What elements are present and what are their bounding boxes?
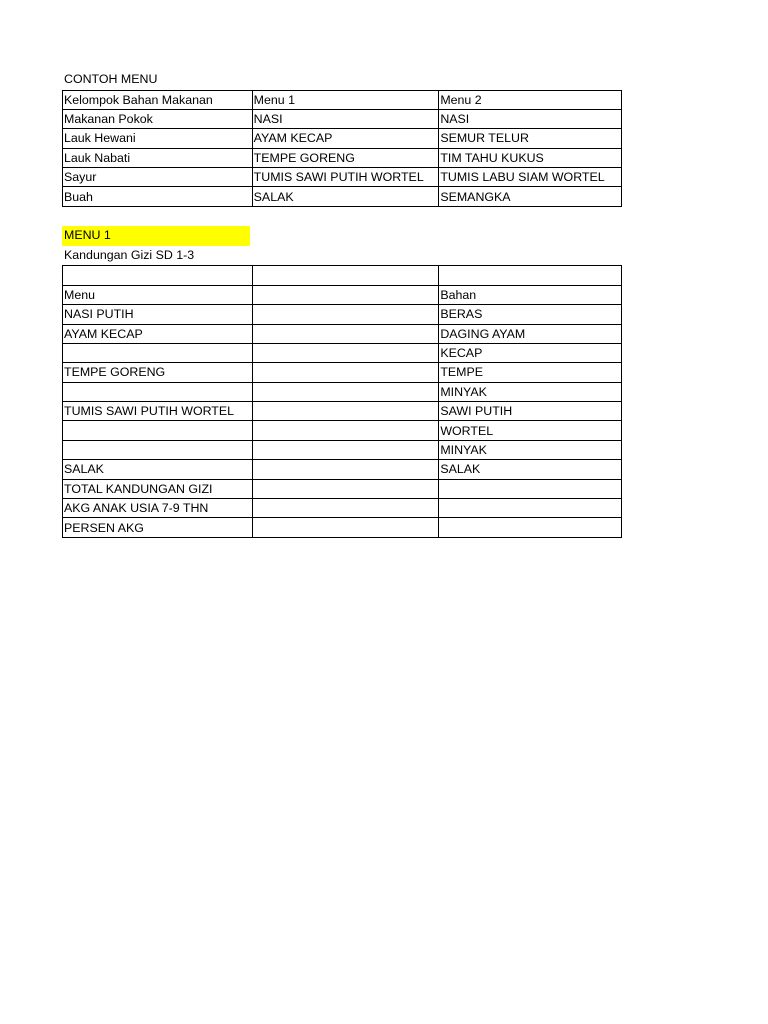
table-cell[interactable]: Makanan Pokok — [63, 109, 253, 128]
table-cell[interactable]: SALAK — [63, 460, 253, 479]
table-cell[interactable] — [252, 343, 439, 362]
table-row — [63, 168, 622, 187]
table-cell[interactable]: BERAS — [439, 305, 622, 324]
blank-row — [62, 207, 623, 227]
table-row — [63, 285, 622, 304]
table-cell[interactable] — [252, 402, 439, 421]
table-cell[interactable] — [252, 324, 439, 343]
table-cell[interactable]: SEMANGKA — [439, 187, 622, 206]
table-row — [63, 266, 622, 285]
table-cell[interactable] — [252, 479, 439, 498]
table-cell[interactable]: TUMIS SAWI PUTIH WORTEL — [63, 402, 253, 421]
table-row — [63, 109, 622, 128]
table-cell[interactable] — [439, 266, 622, 285]
table-row — [63, 129, 622, 148]
table-header-row — [63, 90, 622, 109]
table-cell[interactable]: TEMPE — [439, 363, 622, 382]
table-cell[interactable] — [252, 285, 439, 304]
contoh-menu-title: CONTOH MENU — [64, 72, 158, 86]
table-cell[interactable]: TOTAL KANDUNGAN GIZI — [63, 479, 253, 498]
table-cell[interactable]: TUMIS SAWI PUTIH WORTEL — [252, 168, 439, 187]
table-cell[interactable]: TUMIS LABU SIAM WORTEL — [439, 168, 622, 187]
table-cell[interactable] — [252, 363, 439, 382]
table-cell[interactable]: MINYAK — [439, 382, 622, 401]
table-cell[interactable] — [252, 518, 439, 537]
table-cell[interactable] — [63, 440, 253, 459]
table-cell[interactable]: Menu — [63, 285, 253, 304]
table-cell[interactable]: Bahan — [439, 285, 622, 304]
table-cell[interactable]: Buah — [63, 187, 253, 206]
table-cell[interactable]: Sayur — [63, 168, 253, 187]
table-cell[interactable] — [252, 440, 439, 459]
table-row — [63, 479, 622, 498]
table-cell[interactable] — [439, 499, 622, 518]
table-cell[interactable] — [252, 421, 439, 440]
table-cell[interactable]: Lauk Nabati — [63, 148, 253, 167]
table-cell[interactable]: Lauk Hewani — [63, 129, 253, 148]
table-cell[interactable] — [252, 305, 439, 324]
table-cell[interactable] — [439, 479, 622, 498]
table-cell[interactable] — [63, 382, 253, 401]
table-row — [63, 440, 622, 459]
table-cell[interactable] — [252, 499, 439, 518]
table-cell[interactable]: TEMPE GORENG — [63, 363, 253, 382]
table-row — [63, 148, 622, 167]
table-cell[interactable]: TEMPE GORENG — [252, 148, 439, 167]
table-row — [63, 187, 622, 206]
table-row — [63, 343, 622, 362]
table-row — [63, 421, 622, 440]
table-cell[interactable]: AYAM KECAP — [252, 129, 439, 148]
table-cell[interactable]: SEMUR TELUR — [439, 129, 622, 148]
table-cell[interactable]: KECAP — [439, 343, 622, 362]
table-cell[interactable]: DAGING AYAM — [439, 324, 622, 343]
table-cell[interactable]: TIM TAHU KUKUS — [439, 148, 622, 167]
table-row — [63, 518, 622, 537]
table-cell[interactable] — [63, 343, 253, 362]
table-row — [63, 402, 622, 421]
table-row — [63, 499, 622, 518]
header-cell[interactable]: Kelompok Bahan Makanan — [63, 90, 253, 109]
table-cell[interactable] — [252, 266, 439, 285]
table-cell[interactable] — [252, 460, 439, 479]
table-row — [63, 324, 622, 343]
contoh-menu-table — [62, 90, 622, 207]
table-cell[interactable]: NASI — [252, 109, 439, 128]
table-cell[interactable]: NASI PUTIH — [63, 305, 253, 324]
table-row — [63, 305, 622, 324]
table-cell[interactable] — [63, 421, 253, 440]
spreadsheet-content — [62, 70, 623, 538]
table-cell[interactable]: SALAK — [252, 187, 439, 206]
table-cell[interactable]: NASI — [439, 109, 622, 128]
table-row — [63, 382, 622, 401]
table-cell[interactable]: AKG ANAK USIA 7-9 THN — [63, 499, 253, 518]
table-cell[interactable]: AYAM KECAP — [63, 324, 253, 343]
table-cell[interactable] — [63, 266, 253, 285]
kandungan-gizi-table — [62, 265, 622, 537]
table-row — [63, 460, 622, 479]
header-cell[interactable]: Menu 2 — [439, 90, 622, 109]
table-cell[interactable]: SALAK — [439, 460, 622, 479]
header-cell[interactable]: Menu 1 — [252, 90, 439, 109]
table-cell[interactable]: SAWI PUTIH — [439, 402, 622, 421]
menu-1-label: MENU 1 — [62, 226, 250, 246]
table-cell[interactable]: PERSEN AKG — [63, 518, 253, 537]
table-cell[interactable] — [439, 518, 622, 537]
table-cell[interactable] — [252, 382, 439, 401]
table-row — [63, 363, 622, 382]
kandungan-gizi-subtitle: Kandungan Gizi SD 1-3 — [64, 247, 195, 262]
table-cell[interactable]: WORTEL — [439, 421, 622, 440]
table-cell[interactable]: MINYAK — [439, 440, 622, 459]
